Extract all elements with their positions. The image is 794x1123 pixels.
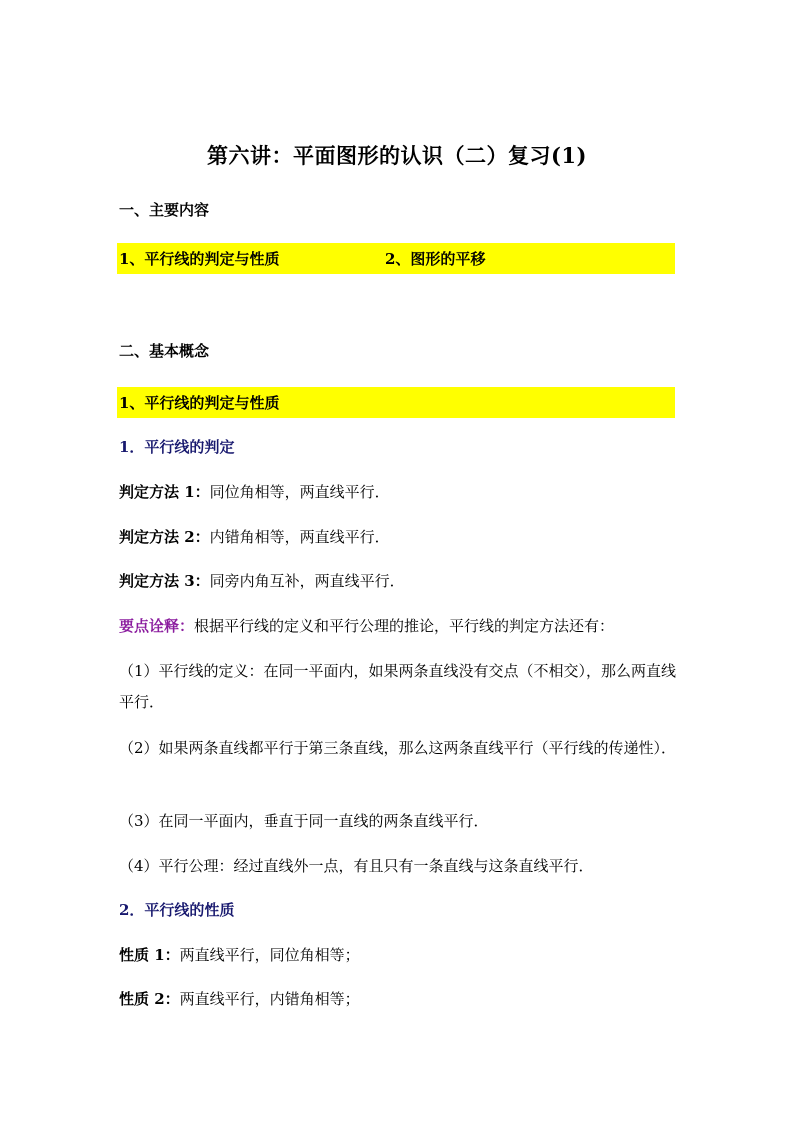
highlight-bar-label: 1、平行线的判定与性质 bbox=[119, 394, 280, 412]
property-label: 性质 1： bbox=[119, 946, 180, 964]
point-3: （3）在同一平面内，垂直于同一直线的两条直线平行． bbox=[119, 812, 489, 830]
note-text: 根据平行线的定义和平行公理的推论，平行线的判定方法还有： bbox=[194, 617, 615, 635]
method-text: 内错角相等，两直线平行． bbox=[209, 528, 390, 546]
note-label: 要点诠释： bbox=[119, 617, 195, 635]
criteria-method-2 bbox=[119, 527, 390, 547]
property-1 bbox=[119, 945, 360, 965]
method-label: 判定方法 3： bbox=[119, 572, 210, 590]
key-point-note bbox=[119, 616, 614, 636]
method-text: 同旁内角互补，两直线平行． bbox=[209, 572, 405, 590]
property-label: 性质 2： bbox=[119, 990, 180, 1008]
property-text: 两直线平行，内错角相等； bbox=[179, 990, 360, 1008]
point-4: （4）平行公理：经过直线外一点，有且只有一条直线与这条直线平行． bbox=[119, 857, 594, 875]
criteria-method-1 bbox=[119, 482, 390, 502]
main-content-item-1: 1、平行线的判定与性质 bbox=[119, 250, 280, 268]
page-title: 第六讲：平面图形的认识（二）复习(1) bbox=[207, 143, 587, 168]
property-text: 两直线平行，同位角相等； bbox=[179, 946, 360, 964]
section-heading-main-content: 一、主要内容 bbox=[119, 201, 210, 219]
criteria-method-3 bbox=[119, 571, 405, 591]
method-text: 同位角相等，两直线平行． bbox=[209, 483, 390, 501]
point-2: （2）如果两条直线都平行于第三条直线，那么这两条直线平行（平行线的传递性）． bbox=[119, 739, 677, 757]
highlight-bar-parallel-lines bbox=[117, 387, 675, 418]
section-heading-basic-concepts: 二、基本概念 bbox=[119, 342, 210, 360]
point-1: （1）平行线的定义：在同一平面内，如果两条直线没有交点（不相交），那么两直线平行． bbox=[119, 662, 677, 711]
subheading-parallel-criteria: 1．平行线的判定 bbox=[119, 438, 235, 456]
main-content-item-2: 2、图形的平移 bbox=[385, 250, 486, 268]
method-label: 判定方法 1： bbox=[119, 483, 210, 501]
subheading-parallel-properties: 2．平行线的性质 bbox=[119, 901, 235, 919]
highlight-bar-main-content bbox=[117, 243, 675, 274]
method-label: 判定方法 2： bbox=[119, 528, 210, 546]
property-2 bbox=[119, 989, 360, 1009]
